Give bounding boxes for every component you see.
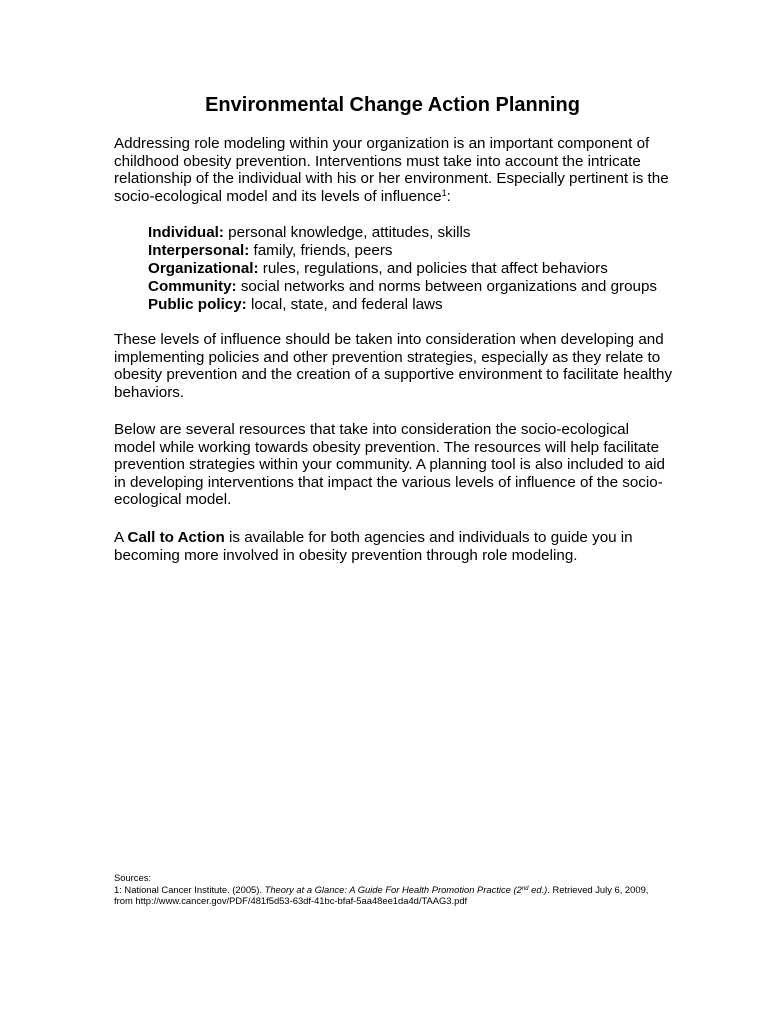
influence-levels-list bbox=[148, 224, 708, 314]
cta-suffix: is available for both agencies and individuals to guide you in becoming more involved in obesity prevention through role modeling. bbox=[114, 529, 633, 564]
sources-heading: Sources: bbox=[114, 872, 151, 883]
level-description: family, friends, peers bbox=[249, 242, 393, 259]
citation bbox=[114, 884, 659, 907]
resources-paragraph: Below are several resources that take into consideration the socio-ecological model while working towards obesity prevention. The resources will help facilitate prevention strategies within your community. A planning tool is also included to aid in developing interventions that impact the various levels of influence of the socio-ecological model. bbox=[114, 421, 665, 508]
citation-superscript: nd bbox=[521, 885, 529, 892]
intro-paragraph bbox=[114, 135, 674, 205]
citation-prefix: 1: National Cancer Institute. (2005). bbox=[114, 883, 265, 895]
cta-prefix: A bbox=[114, 529, 128, 546]
level-term: Public policy: bbox=[148, 296, 247, 313]
level-term: Community: bbox=[148, 278, 237, 295]
list-item-individual bbox=[148, 224, 708, 242]
level-term: Interpersonal: bbox=[148, 242, 250, 259]
citation-title bbox=[265, 884, 548, 895]
level-description: local, state, and federal laws bbox=[246, 296, 443, 313]
level-description: rules, regulations, and policies that affect behaviors bbox=[258, 260, 608, 277]
list-item-organizational bbox=[148, 260, 708, 278]
level-description: social networks and norms between organizations and groups bbox=[236, 278, 658, 295]
citation-suffix: . Retrieved July 6, 2009, from http://www.cancer.gov/PDF/481f5d53-63df-41bc-bfaf-5aa48ee1da4d/TAAG3.pdf bbox=[114, 883, 649, 907]
level-description: personal knowledge, attitudes, skills bbox=[223, 224, 471, 241]
call-to-action-paragraph bbox=[114, 529, 674, 564]
list-item-community bbox=[148, 278, 708, 296]
page-title: Environmental Change Action Planning bbox=[205, 94, 580, 116]
intro-text: Addressing role modeling within your organization is an important component of childhood obesity prevention. Interventions must take into account the intricate relationship of the individual with his or her environment. Especially pertinent is the socio-ecological model and its levels of influence bbox=[114, 135, 669, 205]
list-item-public-policy bbox=[148, 296, 708, 314]
citation-title-text: Theory at a Glance: A Guide For Health Promotion Practice (2 bbox=[264, 883, 522, 895]
considerations-paragraph: These levels of influence should be taken into consideration when developing and implementing policies and other prevention strategies, especially as they relate to obesity prevention and the creation of a supportive environment to facilitate healthy behaviors. bbox=[114, 331, 673, 401]
footnote-reference: 1 bbox=[441, 187, 447, 198]
level-term: Organizational: bbox=[148, 260, 259, 277]
list-item-interpersonal bbox=[148, 242, 708, 260]
citation-title-end: ed.) bbox=[528, 883, 548, 895]
cta-bold-text: Call to Action bbox=[127, 529, 225, 546]
intro-end: : bbox=[446, 187, 451, 205]
level-term: Individual: bbox=[148, 224, 224, 241]
sources-section bbox=[114, 872, 659, 907]
